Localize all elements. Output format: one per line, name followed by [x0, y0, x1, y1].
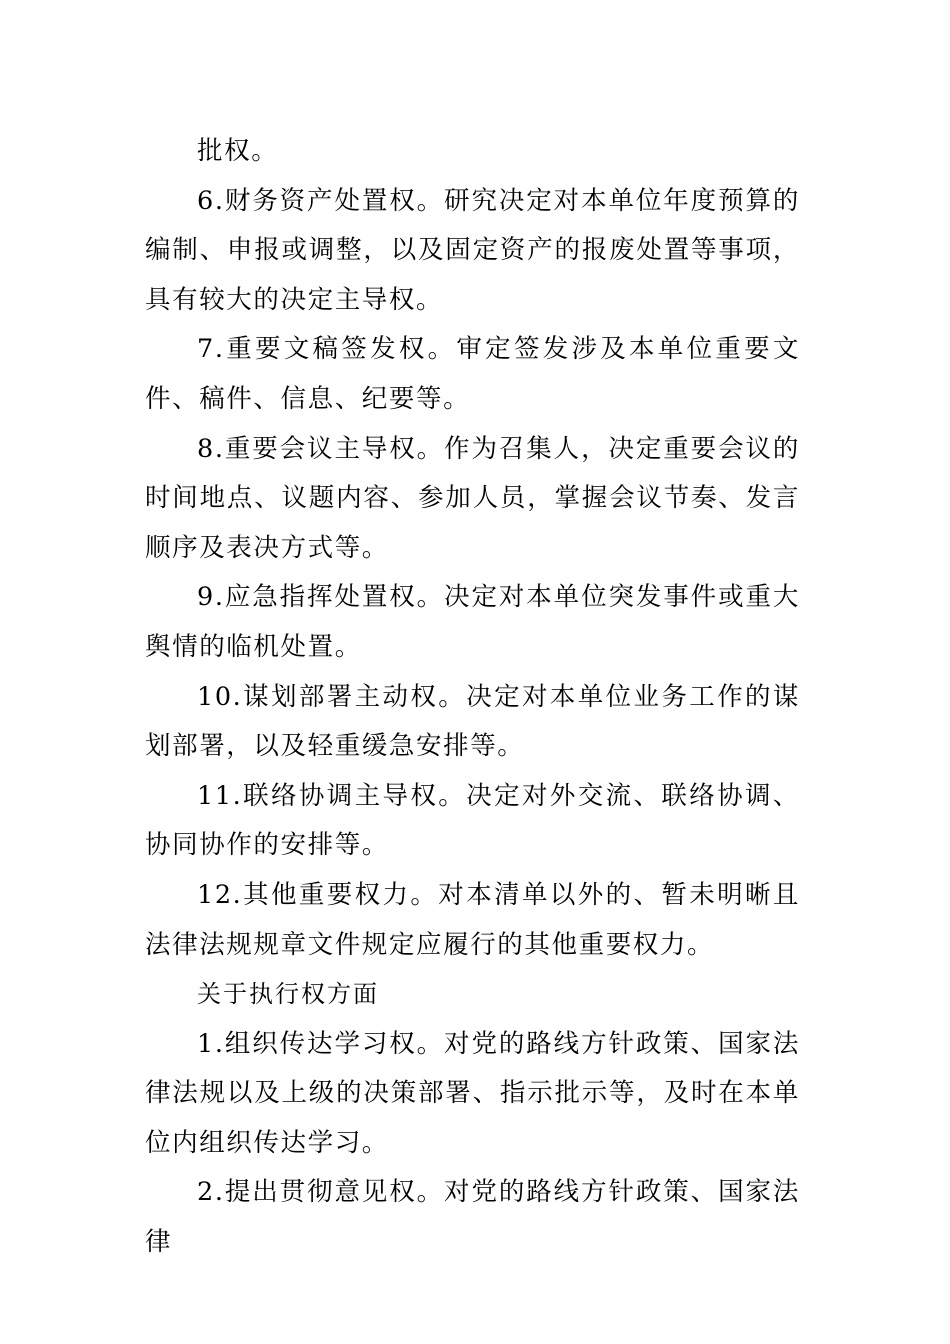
document-page	[145, 127, 800, 1268]
paragraph-continuation: 批权。	[197, 136, 279, 166]
paragraph-item-6: 6.财务资产处置权。研究决定对本单位年度预算的编制、申报或调整，以及固定资产的报废处置等事项，具有较大的决定主导权。	[145, 185, 800, 315]
paragraph-item-12: 12.其他重要权力。对本清单以外的、暂未明晰且法律法规规章文件规定应履行的其他重要权力。	[145, 879, 800, 960]
paragraph-item-9: 9.应急指挥处置权。决定对本单位突发事件或重大舆情的临机处置。	[145, 582, 800, 662]
paragraph-item-11: 11.联络协调主导权。决定对外交流、联络协调、协同协作的安排等。	[145, 780, 800, 861]
paragraph-item-10: 10.谋划部署主动权。决定对本单位业务工作的谋划部署，以及轻重缓急安排等。	[145, 681, 800, 762]
paragraph-exec-item-2: 2.提出贯彻意见权。对党的路线方针政策、国家法律	[145, 1177, 800, 1258]
paragraph-item-8: 8.重要会议主导权。作为召集人，决定重要会议的时间地点、议题内容、参加人员，掌握会议节奏、发言顺序及表决方式等。	[145, 433, 800, 563]
paragraph-item-7: 7.重要文稿签发权。审定签发涉及本单位重要文件、稿件、信息、纪要等。	[145, 334, 800, 414]
section-heading: 关于执行权方面	[197, 980, 379, 1009]
paragraph-exec-item-1: 1.组织传达学习权。对党的路线方针政策、国家法律法规以及上级的决策部署、指示批示等，及时在本单位内组织传达学习。	[145, 1028, 800, 1158]
